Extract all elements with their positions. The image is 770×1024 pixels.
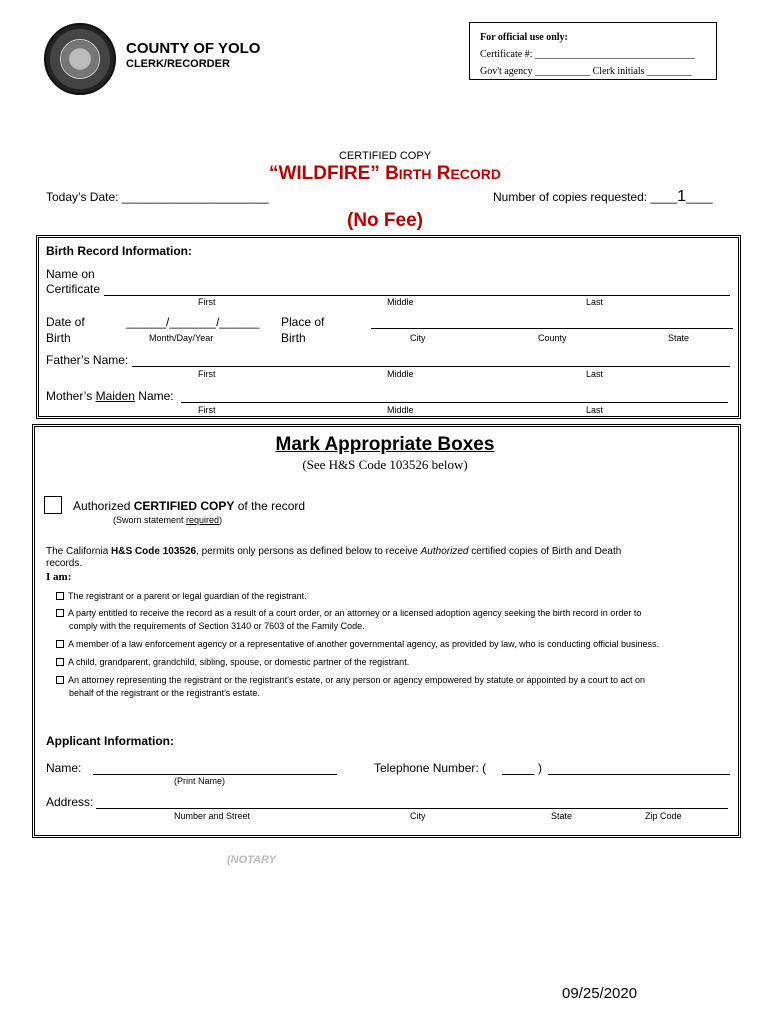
date-of-label: Date of: [46, 315, 85, 329]
father-first-caption: First: [198, 369, 216, 379]
copies-requested-field[interactable]: Number of copies requested: ____1____: [493, 188, 713, 205]
first-caption: First: [198, 297, 216, 307]
zip-code-caption: Zip Code: [645, 811, 682, 821]
father-middle-caption: Middle: [387, 369, 414, 379]
address-label: Address:: [46, 795, 94, 809]
month-day-year-caption: Month/Day/Year: [149, 333, 214, 343]
birth-section-title: Birth Record Information:: [46, 244, 192, 258]
eligibility-option-attorney-cont: behalf of the registrant or the registrant's estate.: [69, 688, 260, 698]
certified-copy-label: CERTIFIED COPY: [338, 150, 432, 162]
authorized-copy-label: Authorized CERTIFIED COPY of the record: [73, 499, 306, 513]
date-of-birth-field[interactable]: ______/_______/______: [126, 315, 260, 329]
eligibility-option-family[interactable]: A child, grandparent, grandchild, sibling, spouse, or domestic partner of the registrant.: [56, 656, 409, 669]
mark-boxes-title: Mark Appropriate Boxes: [275, 434, 495, 455]
eligibility-option-registrant[interactable]: The registrant or a parent or legal guardian of the registrant.: [56, 590, 307, 603]
applicant-name-field[interactable]: [93, 774, 337, 775]
telephone-paren: ): [538, 761, 542, 775]
agency-field: Gov't agency ___________ Clerk initials _________: [480, 66, 693, 77]
area-code-field[interactable]: [502, 774, 534, 775]
address-city-caption: City: [410, 811, 426, 821]
birth-place-label: Birth: [281, 331, 306, 345]
county-caption: County: [538, 333, 567, 343]
telephone-field[interactable]: [548, 774, 730, 775]
father-last-caption: Last: [586, 369, 604, 379]
certificate-label: Certificate: [46, 282, 101, 296]
name-on-certificate-field[interactable]: [104, 295, 730, 296]
checkbox-icon[interactable]: [56, 658, 64, 666]
last-caption: Last: [586, 297, 604, 307]
official-use-box: [469, 22, 717, 80]
father-name-label: Father’s Name:: [46, 353, 129, 367]
applicant-name-label: Name:: [46, 761, 82, 775]
eligibility-option-law-enforcement[interactable]: A member of a law enforcement agency or a representative of another governmental agency, as provided by law, who is conducting official business.: [56, 638, 659, 651]
place-of-label: Place of: [281, 315, 325, 329]
checkbox-icon[interactable]: [56, 592, 64, 600]
birth-label: Birth: [46, 331, 71, 345]
form-revision-date: 09/25/2020: [562, 985, 638, 1002]
eligibility-option-court-order-cont: comply with the requirements of Section 3140 or 7603 of the Family Code.: [69, 621, 365, 631]
print-name-caption: (Print Name): [174, 776, 226, 786]
name-on-label: Name on: [46, 267, 95, 281]
hs-code-statement: The California H&S Code 103526, permits only persons as defined below to receive Authorized certified copies of Birth and Death records.: [46, 546, 622, 569]
copies-value: 1: [677, 188, 687, 205]
authorized-copy-checkbox[interactable]: [44, 496, 62, 514]
hs-code-reference: (See H&S Code 103526 below): [302, 457, 468, 472]
notary-label: (NOTARY: [227, 854, 277, 866]
mother-maiden-name-field[interactable]: [181, 402, 728, 403]
county-name: COUNTY OF YOLO: [126, 40, 261, 57]
address-state-caption: State: [551, 811, 573, 821]
address-field[interactable]: [96, 808, 728, 809]
official-use-title: For official use only:: [480, 32, 568, 43]
mother-middle-caption: Middle: [387, 405, 414, 415]
sworn-statement-note: (Sworn statement required): [113, 515, 223, 525]
mother-first-caption: First: [198, 405, 216, 415]
certificate-number-field: Certificate #: ________________________________: [480, 49, 695, 60]
checkbox-icon[interactable]: [56, 609, 64, 617]
eligibility-option-attorney[interactable]: An attorney representing the registrant or the registrant's estate, or any person or agency empowered by statute or appointed by a court to act on: [56, 674, 645, 687]
no-fee-label: (No Fee): [347, 210, 423, 231]
street-caption: Number and Street: [174, 811, 251, 821]
eligibility-option-court-order[interactable]: A party entitled to receive the record as a result of a court order, or an attorney or a licensed adoption agency seeking the birth record in order to: [56, 607, 641, 620]
father-name-field[interactable]: [132, 366, 730, 367]
applicant-section-title: Applicant Information:: [46, 734, 174, 748]
form-title: “WILDFIRE” BIRTH RECORD: [268, 163, 502, 184]
place-of-birth-field[interactable]: [371, 328, 733, 329]
city-caption: City: [410, 333, 426, 343]
office-name: CLERK/RECORDER: [126, 58, 230, 70]
todays-date-field[interactable]: Today’s Date: ______________________: [46, 190, 269, 204]
mother-last-caption: Last: [586, 405, 604, 415]
mother-maiden-name-label: Mother’s Maiden Name:: [46, 389, 174, 403]
telephone-label: Telephone Number: (: [374, 761, 487, 775]
middle-caption: Middle: [387, 297, 414, 307]
checkbox-icon[interactable]: [56, 676, 64, 684]
county-seal: [44, 23, 116, 95]
state-caption: State: [668, 333, 690, 343]
checkbox-icon[interactable]: [56, 640, 64, 648]
i-am-label: I am:: [46, 571, 72, 583]
